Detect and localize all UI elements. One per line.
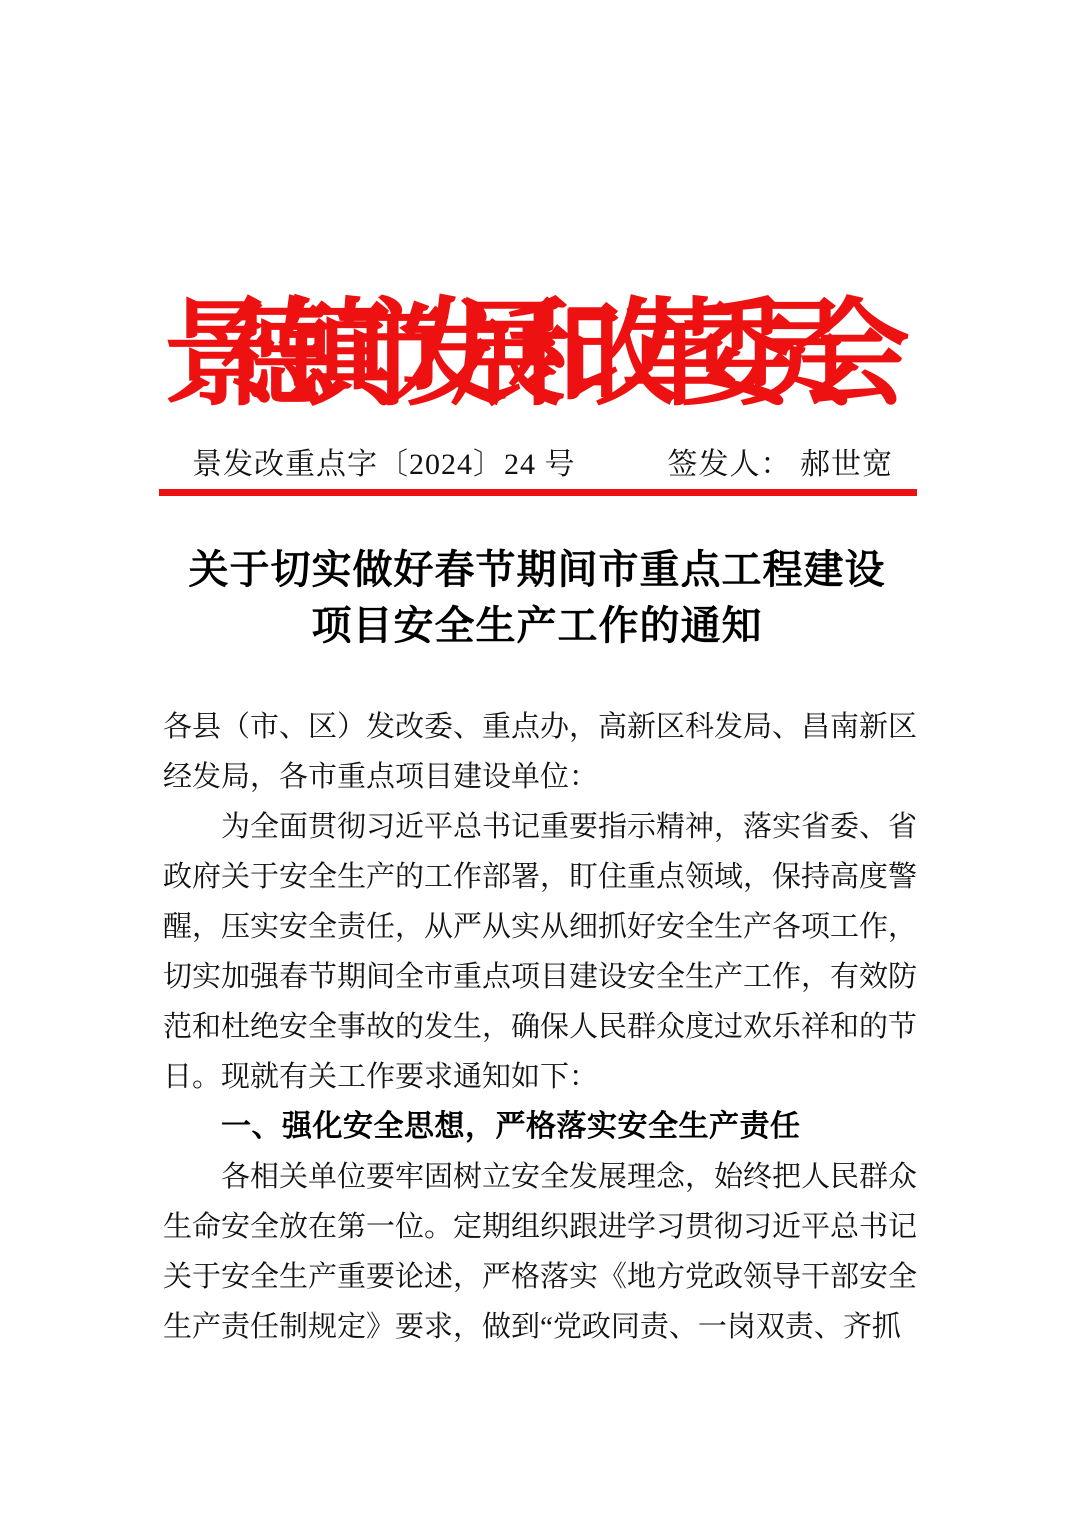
salutation: 各县（市、区）发改委、重点办，高新区科发局、昌南新区经发局，各市重点项目建设单位： (163, 711, 918, 793)
document-title (0, 542, 1074, 654)
letterhead (163, 288, 910, 418)
doc-number: 景发改重点字〔2024〕24 号 (192, 448, 576, 481)
section-1-heading: 一、强化安全思想，严格落实安全生产责任 (221, 1110, 801, 1143)
paragraph-section-1: 各相关单位要牢固树立安全发展理念，始终把人民群众生命安全放在第一位。定期组织跟进学习贯彻习近平总书记关于安全生产重要论述，严格落实《地方党政领导干部安全生产责任制规定》要求，做到“党政同责、一岗双责、齐抓 (163, 1161, 918, 1343)
document-body (163, 702, 917, 1352)
issuer (668, 444, 894, 486)
red-separator-line (159, 489, 917, 496)
issuer-label: 签发人： (667, 448, 792, 481)
org-name-text: 景德镇市发展和改革委员会 (163, 292, 911, 420)
doc-info-row (163, 444, 917, 486)
issuer-name: 郝世宽 (800, 448, 893, 481)
document-title-line1: 关于切实做好春节期间市重点工程建设 (188, 547, 886, 592)
paragraph-intro: 为全面贯彻习近平总书记重要指示精神，落实省委、省政府关于安全生产的工作部署，盯住重点领域，保持高度警醒，压实安全责任，从严从实从细抓好安全生产各项工作，切实加强春节期间全市重点项目建设安全生产工作，有效防范和杜绝安全事故的发生，确保人民群众度过欢乐祥和的节日。现就有关工作要求通知如下： (163, 811, 918, 1093)
document-title-line2: 项目安全生产工作的通知 (311, 603, 763, 648)
